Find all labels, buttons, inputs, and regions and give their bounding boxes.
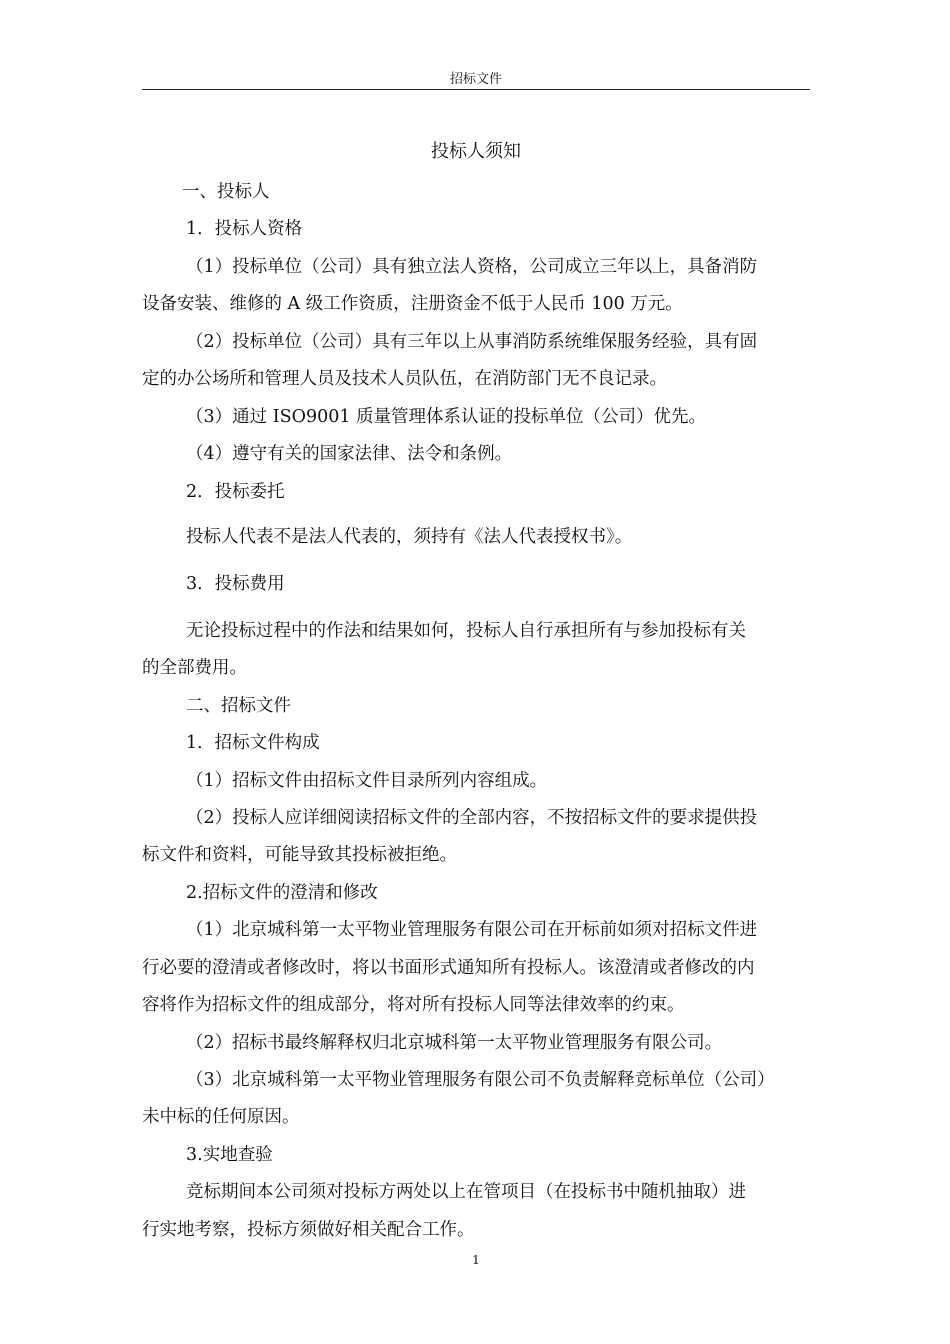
subsection-heading: 2．投标委托 bbox=[186, 482, 285, 502]
document-title: 投标人须知 bbox=[431, 141, 521, 162]
paragraph-line: （1）北京城科第一太平物业管理服务有限公司在开标前如须对招标文件进 bbox=[186, 920, 758, 940]
paragraph-line: （1）投标单位（公司）具有独立法人资格，公司成立三年以上，具备消防 bbox=[186, 257, 758, 277]
paragraph-line: 标文件和资料，可能导致其投标被拒绝。 bbox=[142, 845, 457, 865]
paragraph-line: （3）北京城科第一太平物业管理服务有限公司不负责解释竞标单位（公司） bbox=[186, 1070, 775, 1090]
paragraph-line: （2）招标书最终解释权归北京城科第一太平物业管理服务有限公司。 bbox=[186, 1033, 723, 1053]
paragraph-line: 投标人代表不是法人代表的，须持有《法人代表授权书》。 bbox=[186, 527, 633, 547]
paragraph-line: 定的办公场所和管理人员及技术人员队伍，在消防部门无不良记录。 bbox=[142, 369, 667, 389]
subsection-heading: 1．招标文件构成 bbox=[186, 733, 320, 753]
paragraph-line: 竞标期间本公司须对投标方两处以上在管项目（在投标书中随机抽取）进 bbox=[186, 1182, 746, 1202]
paragraph-line: 容将作为招标文件的组成部分，将对所有投标人同等法律效率的约束。 bbox=[142, 995, 685, 1015]
subsection-heading: 2.招标文件的澄清和修改 bbox=[186, 883, 378, 903]
subsection-heading: 3．投标费用 bbox=[186, 574, 285, 594]
section-heading-bidder: 一、投标人 bbox=[182, 182, 270, 202]
paragraph-line: （3）通过 ISO9001 质量管理体系认证的投标单位（公司）优先。 bbox=[186, 407, 707, 427]
paragraph-line: （2）投标单位（公司）具有三年以上从事消防系统维保服务经验，具有固 bbox=[186, 332, 758, 352]
paragraph-line: （2）投标人应详细阅读招标文件的全部内容，不按招标文件的要求提供投 bbox=[186, 808, 758, 828]
header-rule bbox=[142, 89, 810, 90]
paragraph-line: 无论投标过程中的作法和结果如何，投标人自行承担所有与参加投标有关 bbox=[186, 621, 746, 641]
paragraph-line: （4）遵守有关的国家法律、法令和条例。 bbox=[186, 444, 513, 464]
subsection-heading: 1．投标人资格 bbox=[186, 219, 303, 239]
section-heading-tender-docs: 二、招标文件 bbox=[186, 696, 291, 716]
paragraph-line: 设备安装、维修的 A 级工作资质，注册资金不低于人民币 100 万元。 bbox=[142, 294, 683, 314]
paragraph-line: 的全部费用。 bbox=[142, 658, 247, 678]
running-header: 招标文件 bbox=[449, 72, 502, 87]
paragraph-line: （1）招标文件由招标文件目录所列内容组成。 bbox=[186, 771, 548, 791]
paragraph-line: 行实地考察，投标方须做好相关配合工作。 bbox=[142, 1220, 475, 1240]
paragraph-line: 行必要的澄清或者修改时，将以书面形式通知所有投标人。该澄清或者修改的内 bbox=[142, 958, 755, 978]
page-number: 1 bbox=[472, 1253, 480, 1267]
paragraph-line: 未中标的任何原因。 bbox=[142, 1107, 300, 1127]
subsection-heading: 3.实地查验 bbox=[186, 1145, 273, 1165]
